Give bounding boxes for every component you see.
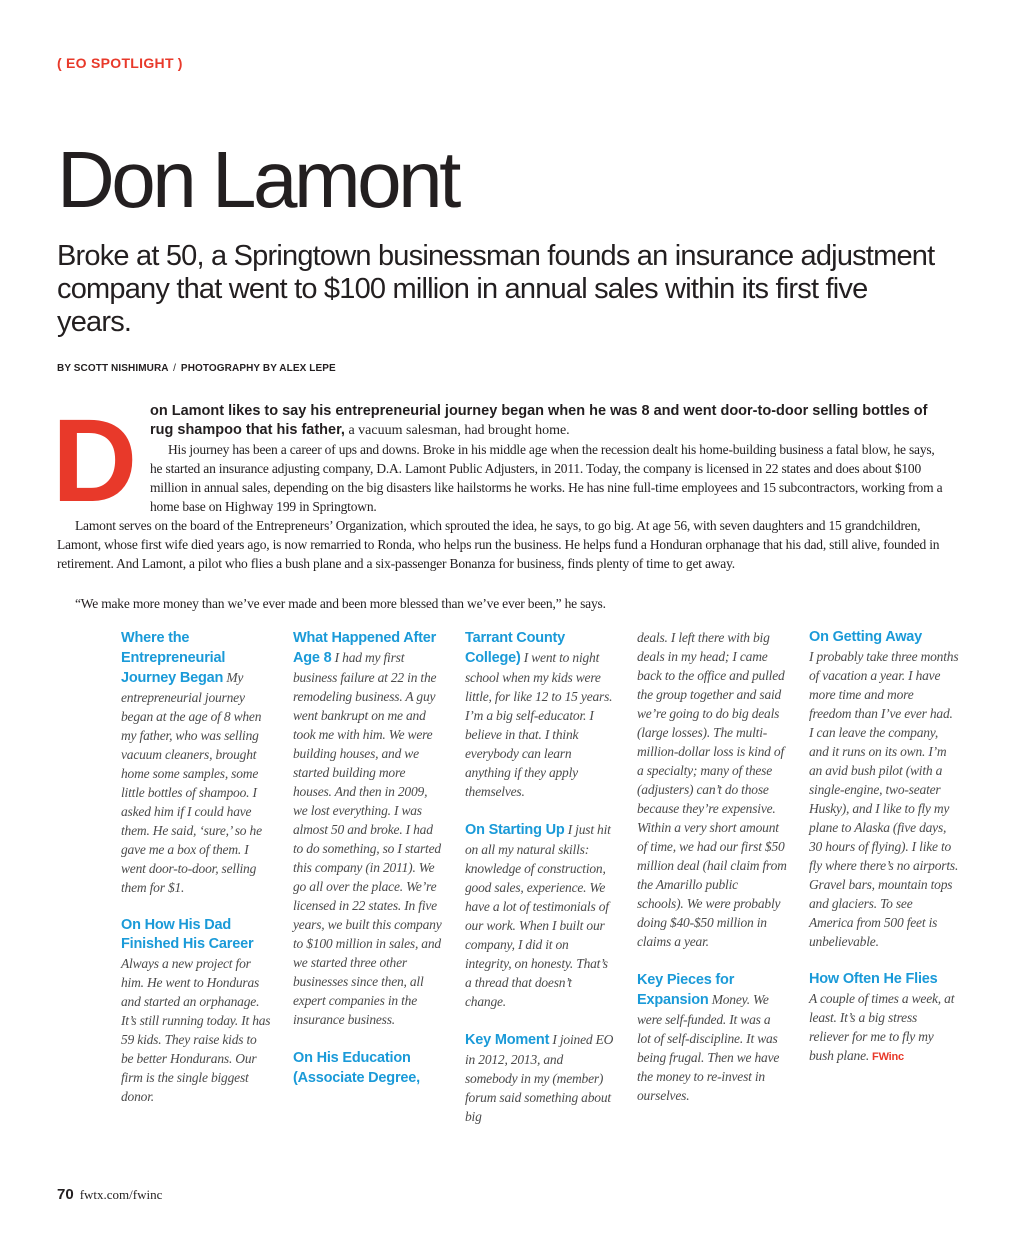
qa-column-2 — [293, 628, 443, 1107]
byline-photo-credit: PHOTOGRAPHY BY ALEX LEPE — [180, 363, 336, 374]
qa-question: Tarrant County College) — [465, 630, 566, 666]
qa-answer: I probably take three months of vacation a year. I have more time and more freedom than I’ve ever had. I can leave the company, and it runs on its own. I’m an avid bush pilot (with a single-engine, two-seater Husky), and I like to fly my plane to Alaska (five days, 30 hours of flying). I like to fly where there’s no airports. Gravel bars, mountain tops and glaciers. To see America from 500 feet is unbelievable. — [809, 649, 959, 949]
qa-item — [121, 916, 271, 1106]
qa-item — [809, 628, 959, 951]
qa-column-3 — [465, 628, 615, 1145]
section-close-paren: ) — [177, 55, 183, 71]
end-mark: FWinc — [872, 1051, 904, 1063]
headline: Don Lamont — [57, 135, 458, 224]
drop-cap: D — [52, 395, 138, 527]
qa-question: On How His Dad Finished His Career — [121, 917, 254, 952]
section-open-paren: ( — [57, 55, 62, 71]
qa-answer: I had my first business failure at 22 in the remodeling business. A guy went bankrupt on me and took me with him. We were building houses, and we started building more houses. And then in 2009, we lost everything. I was almost 50 and broke. I had to do something, so I started this company (in 2011). We go all over the place. We’re licensed in 22 states. In five years, we built this company to $100 million in sales, and we started three other businesses since then, all expert companies in the insurance business. — [293, 650, 442, 1027]
intro-paragraph-3: Lamont serves on the board of the Entrepreneurs’ Organization, which sprouted the idea, he says, to go big. At age 56, with seven daughters and 15 grandchildren, Lamont, whose first wife died years ago, is now remarried to Ronda, who helps run the business. He helps fund a Honduran orphanage that his dad, still alive, founded in retirement. And Lamont, a pilot who flies a bush plane and a six-passenger Bonanza for business, finds plenty of time to get away. — [57, 518, 940, 571]
section-label-text: EO SPOTLIGHT — [65, 55, 174, 71]
qa-column-4 — [637, 628, 787, 1124]
qa-column-1 — [121, 628, 271, 1125]
qa-item — [293, 1048, 443, 1088]
qa-answer: I joined EO in 2012, 2013, and somebody in my (member) forum said something about big — [465, 1032, 614, 1124]
byline-separator: / — [173, 363, 177, 374]
page-footer — [57, 1186, 162, 1203]
qa-item — [293, 628, 443, 1029]
qa-question: How Often He Flies — [809, 971, 938, 987]
qa-question: On Getting Away — [809, 629, 923, 645]
section-label — [57, 55, 183, 71]
qa-item — [121, 628, 271, 897]
qa-column-5 — [809, 628, 959, 1086]
byline — [57, 363, 336, 374]
qa-answer: My entrepreneurial journey began at the age of 8 when my father, who was selling vacuum cleaners, brought home some samples, some little bottles of shampoo. I asked him if I could have them. He said, ‘sure,’ so he gave me a box of them. I went door-to-door, selling them for $1. — [121, 670, 262, 895]
page-number: 70 — [57, 1186, 74, 1203]
qa-answer: I just hit on all my natural skills: knowledge of construction, good sales, experience. We have a lot of testimonials of our work. When I built our company, I did it on integrity, on honesty. That’s a thread that doesn’t change. — [465, 822, 611, 1009]
qa-question: Key Moment — [465, 1032, 550, 1048]
byline-author: BY SCOTT NISHIMURA — [57, 363, 169, 374]
qa-item — [637, 970, 787, 1105]
qa-answer: A couple of times a week, at least. It’s a big stress reliever for me to fly my bush plane. — [809, 991, 955, 1063]
deck: Broke at 50, a Springtown businessman founds an insurance adjustment company that went to $100 million in annual sales within its first five years. — [57, 240, 935, 338]
qa-question: What Happened After Age 8 — [293, 630, 437, 666]
qa-item — [465, 820, 615, 1011]
intro-paragraph-4: “We make more money than we’ve ever made and been more blessed than we’ve ever been,” he says. — [75, 596, 606, 611]
qa-question: On His Education (Associate Degree, — [293, 1050, 420, 1086]
qa-question: On Starting Up — [465, 822, 565, 838]
qa-answer: deals. I left there with big deals in my head; I came back to the office and pulled the group together and said we’re going to do big deals (large losses). The multi-million-dollar loss is kind of a specialty; many of these (adjusters) can’t do those because they’re expensive. Within a very short amount of time, we had our first $50 million deal (hail claim from the Amarillo public schools). We were probably doing $40-$50 million in claims a year. — [637, 630, 787, 949]
qa-answer: I went to night school when my kids were little, for like 12 to 15 years. I’m a big self-educator. I believe in that. I think everybody can learn anything if they apply themselves. — [465, 650, 613, 799]
intro-lead-bold: on Lamont likes to say his entrepreneurial journey began when he was 8 and went door-to-door selling bottles of rug shampoo that his father, — [150, 403, 928, 438]
qa-answer: Money. We were self-funded. It was a lot of self-discipline. It was being frugal. Then we have the money to re-invest in ourselves. — [637, 992, 780, 1103]
qa-question: Key Pieces for Expansion — [637, 972, 735, 1008]
intro-lead-rest: a vacuum salesman, had brought home. — [344, 423, 570, 438]
qa-item — [465, 628, 615, 801]
intro-paragraph-2: His journey has been a career of ups and downs. Broke in his middle age when the recession dealt his home-building business a fatal blow, he says, he started an insurance adjusting company, D.A. Lamont Public Adjusters, in 2011. Today, the company is licensed in 22 states and does about $100 million in annual sales, depending on the big disasters like hailstorms he works. He has nine full-time employees and 15 subcontractors, working from a home base on Highway 199 in Springtown. — [150, 442, 943, 514]
intro-lead — [150, 402, 950, 440]
qa-answer: Always a new project for him. He went to Honduras and started an orphanage. It’s still running today. It has 59 kids. They raise kids to be better Hondurans. Our firm is the single biggest donor. — [121, 956, 271, 1104]
qa-item — [637, 628, 787, 951]
qa-question: Where the Entrepreneurial Journey Began — [121, 630, 226, 686]
qa-item — [465, 1030, 615, 1126]
footer-url: fwtx.com/fwinc — [79, 1187, 163, 1202]
qa-item — [809, 970, 959, 1067]
